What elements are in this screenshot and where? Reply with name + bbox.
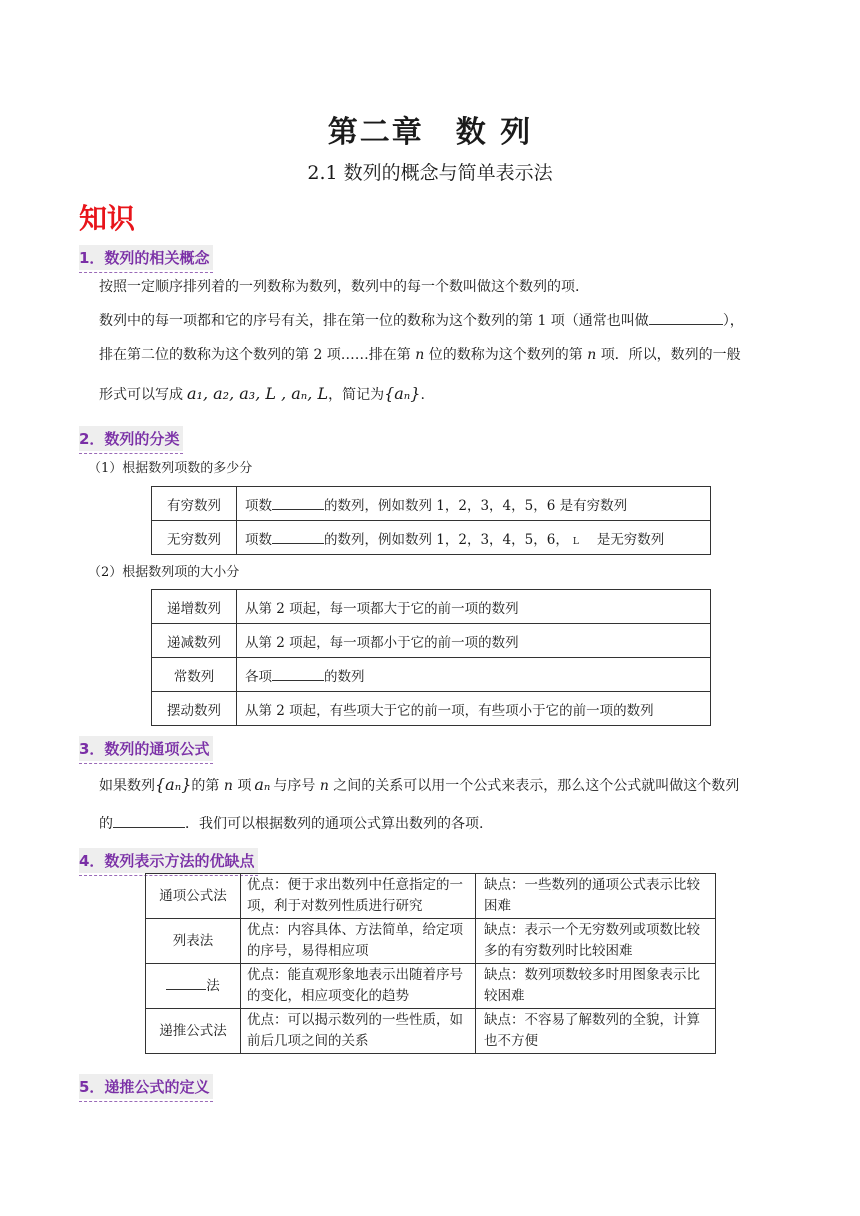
- table-representation: [145, 873, 716, 1054]
- heading-1: 1．数列的相关概念: [79, 245, 213, 270]
- subheading-size: （2）根据数列项的大小分: [88, 565, 240, 580]
- heading-5: 5．递推公式的定义: [79, 1074, 213, 1099]
- subheading-count: （1）根据数列项数的多少分: [88, 461, 253, 476]
- table-by-count: [151, 486, 711, 555]
- table-row: [152, 487, 711, 521]
- sequence-notation: {aₙ}: [384, 384, 421, 403]
- table-by-size: [151, 589, 711, 726]
- paragraph-1: 按照一定顺序排列着的一列数称为数列，数列中的每一个数叫做这个数列的项.: [99, 279, 580, 295]
- table-row: 法 优点：能直观形象地表示出随着序号的变化，相应项变化的趋势 缺点：数列项数较多时用图象表示比较困难: [146, 964, 716, 1009]
- paragraph-3: 排在第二位的数称为这个数列的第 2 项……排在第 n 位的数称为这个数列的第 n 项．所以，数列的一般: [99, 347, 741, 363]
- knowledge-label: 知识: [79, 202, 136, 235]
- table-row: [152, 521, 711, 555]
- paragraph-2: 数列中的每一项都和它的序号有关，排在第一位的数称为这个数列的第 1 项（通常也叫做 ），: [99, 313, 744, 329]
- paragraph-4: 形式可以写成 a₁, a₂, a₃, L , aₙ, L，简记为{aₙ}.: [99, 384, 425, 403]
- chapter-title: 第二章 数 列: [327, 115, 533, 150]
- heading-4: 4．数列表示方法的优缺点: [79, 848, 258, 873]
- paragraph-5: 如果数列{aₙ}的第 n 项 aₙ 与序号 n 之间的关系可以用一个公式来表示，那么这个公式就叫做这个数列: [99, 775, 740, 794]
- heading-3: 3．数列的通项公式: [79, 736, 213, 761]
- paragraph-6: 的 ．我们可以根据数列的通项公式算出数列的各项.: [99, 816, 484, 832]
- sequence-formula: a₁, a₂, a₃, L , aₙ, L: [187, 384, 329, 403]
- row-value: 项数 的数列，例如数列 1，2，3，4，5，6 是有穷数列: [237, 487, 711, 521]
- table-row: 摆动数列 从第 2 项起，有些项大于它的前一项，有些项小于它的前一项的数列: [152, 692, 711, 726]
- row-key: 有穷数列: [152, 487, 237, 521]
- row-key: 无穷数列: [152, 521, 237, 555]
- table-row: 列表法 优点：内容具体、方法简单，给定项的序号，易得相应项 缺点：表示一个无穷数列或项数比较多的有穷数列时比较困难: [146, 919, 716, 964]
- table-row: 通项公式法 优点：便于求出数列中任意指定的一项，利于对数列性质进行研究 缺点：一些数列的通项公式表示比较困难: [146, 874, 716, 919]
- row-value: 项数 的数列，例如数列 1，2，3，4，5，6， L 是无穷数列: [237, 521, 711, 555]
- table-row: 递推公式法 优点：可以揭示数列的一些性质，如前后几项之间的关系 缺点：不容易了解数列的全貌，计算也不方便: [146, 1009, 716, 1054]
- section-title: 2.1 数列的概念与简单表示法: [307, 162, 553, 184]
- table-row: 递增数列 从第 2 项起，每一项都大于它的前一项的数列: [152, 590, 711, 624]
- heading-2: 2．数列的分类: [79, 426, 183, 451]
- table-row: 常数列 各项 的数列: [152, 658, 711, 692]
- fill-blank: [649, 323, 723, 325]
- table-row: 递减数列 从第 2 项起，每一项都小于它的前一项的数列: [152, 624, 711, 658]
